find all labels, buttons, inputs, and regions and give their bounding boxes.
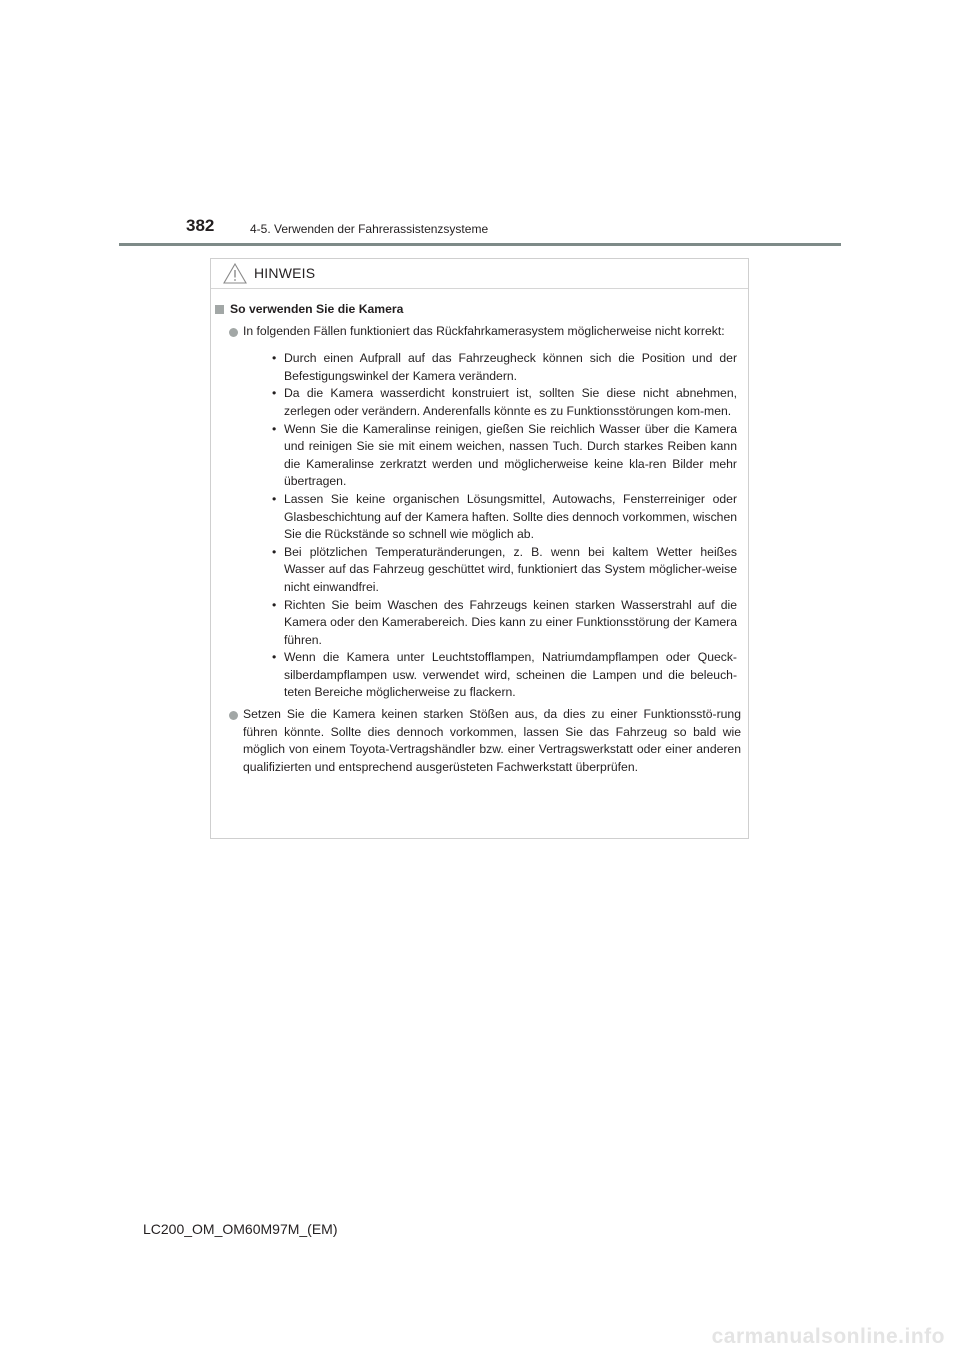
list-item-text: Lassen Sie keine organischen Lösungsmittel, Autowachs, Fensterreiniger oder Glasbeschichtung auf der Kamera haften. Sollte dies dennoch vorkommen, wischen Sie die Rückstände so schnell wie möglich ab. [284,491,737,542]
point-2-text: Setzen Sie die Kamera keinen starken Stößen aus, da dies zu einer Funktionsstö-rung führen könnte. Sollte dies dennoch vorkommen, lassen Sie das Fahrzeug so bald wie möglich von einem Toyota-Vertragshändler bzw. einer Vertragswerkstatt oder einer anderen qualifizierten und entsprechend ausgerüsteten Fachwerkstatt überprüfen. [243,707,741,774]
document-code: LC200_OM_OM60M97M_(EM) [143,1221,338,1237]
bullet-mark: • [272,544,277,559]
watermark: carmanualsonline.info [711,1325,945,1348]
list-item-text: Wenn die Kamera unter Leuchtstofflampen, Natriumdampflampen oder Queck-silberdampflampen usw. verwendet wird, scheinen die Lampen und die beleuch-teten Bereiche möglicherweise zu flackern. [284,650,737,700]
point-1-intro: In folgenden Fällen funktioniert das Rückfahrkamerasystem möglicherweise nicht korrekt: [243,323,725,338]
notice-point-2 [215,706,741,776]
list-item [243,491,741,544]
warning-triangle-icon [223,263,247,284]
section-heading [215,301,741,319]
list-item [243,544,741,597]
list-item-text: Richten Sie beim Waschen des Fahrzeugs keinen starken Wasserstrahl auf die Kamera oder den Kamerabereich. Dies kann zu einer Funktionsstörung der Kamera führen. [284,597,737,647]
bullet-mark: • [272,421,277,436]
list-item [243,649,741,702]
list-item [243,597,741,650]
circle-bullet-icon [229,711,238,720]
chapter-title: 4-5. Verwenden der Fahrerassistenzsysteme [250,222,489,236]
bullet-mark: • [272,597,277,612]
list-item [243,350,741,385]
list-item-text: Wenn Sie die Kameralinse reinigen, gießen Sie reichlich Wasser über die Kamera und reinigen Sie sie mit einem weichen, nassen Tuch. Durch starkes Reiben kann die Kameralinse zerkratzt werden und möglicherweise keine kla-ren Bilder mehr übertragen. [284,421,737,489]
square-bullet-icon [215,305,224,314]
list-item-text: Da die Kamera wasserdicht konstruiert ist, sollten Sie diese nicht abnehmen, zerlegen oder verändern. Anderenfalls könnte es zu Funktionsstörungen kom-men. [284,386,737,418]
list-item-text: Durch einen Aufprall auf das Fahrzeugheck können sich die Position und der Befestigungswinkel der Kamera verändern. [284,351,737,383]
bullet-list [243,350,741,702]
list-item-text: Bei plötzlichen Temperaturänderungen, z. B. wenn bei kaltem Wetter heißes Wasser auf das Fahrzeug geschüttet wird, funktioniert das System möglicher-weise nicht einwandfrei. [284,544,737,594]
notice-box [210,258,749,839]
notice-point-1 [215,323,741,702]
section-heading-text: So verwenden Sie die Kamera [230,302,404,316]
bullet-mark: • [272,351,277,366]
header-rule [119,243,841,246]
circle-bullet-icon [229,328,238,337]
bullet-mark: • [272,491,277,506]
list-item [243,385,741,420]
notice-body [211,289,748,776]
page-number: 382 [186,216,215,235]
list-item [243,421,741,491]
notice-header [211,259,748,289]
bullet-mark: • [272,386,277,401]
notice-title: HINWEIS [254,265,316,281]
bullet-mark: • [272,650,277,665]
